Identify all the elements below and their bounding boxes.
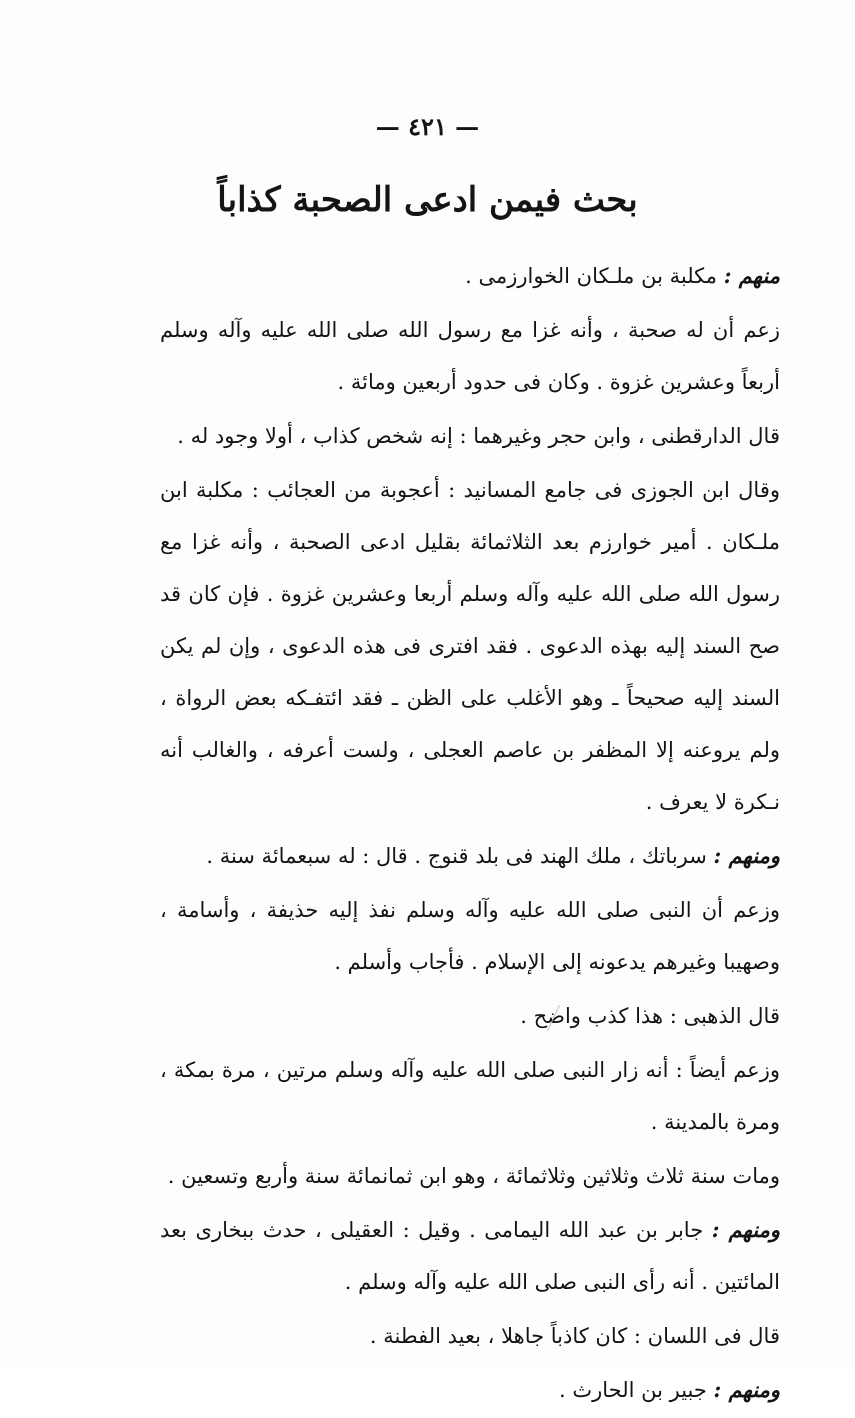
page-title: بحث فيمن ادعى الصحبة كذاباً [217, 180, 638, 220]
paragraph-lead: ومنهم : [711, 1217, 780, 1242]
paragraph [160, 250, 810, 302]
paragraph-text: جبير بن الحارث . [559, 1378, 714, 1402]
paragraph-lead: منهم : [723, 263, 780, 288]
paragraph-text: وقال ابن الجوزى فى جامع المسانيد : أعجوبة من العجائب : مكلبة ابن ملـكان . أمير خوارزم بعد الثلاثمائة بقليل ادعى الصحبة ، وأنه غزا مع رسول الله صلى الله عليه وآله وسلم أربعا وعشرين غزوة . فإن كان قد صح السند إليه بهذه الدعوى . فقد افترى فى هذه الدعوى ، وإن لم يكن السند إليه صحيحاً ـ وهو الأغلب على الظن ـ فقد ائتفـكه بعض الرواة ، ولم يروعنه إلا المظفر بن عاصم العجلى ، ولست أعرفه ، والغالب أنه نـكرة لا يعرف . [160, 478, 780, 814]
paragraph-text: جابر بن عبد الله اليمامى . وقيل : العقيلى ، حدث ببخارى بعد المائتين . أنه رأى النبى صلى الله عليه وآله وسلم . [160, 1218, 780, 1294]
paragraph-text: قال الدارقطنى ، وابن حجر وغيرهما : إنه شخص كذاب ، أولا وجود له . [177, 424, 780, 448]
paragraph [160, 1204, 810, 1308]
paragraph-text: وزعم أن النبى صلى الله عليه وآله وسلم نفذ إليه حذيفة ، وأسامة ، وصهيبا وغيرهم يدعونه إلى الإسلام . فأجاب وأسلم . [160, 898, 780, 974]
paragraph-text: سرباتك ، ملك الهند فى بلد قنوج . قال : له سبعمائة سنة . [206, 844, 714, 868]
paragraph [160, 830, 810, 882]
paragraph [160, 990, 810, 1042]
paragraph [160, 1364, 810, 1416]
paragraph [160, 884, 810, 988]
paragraph [160, 304, 810, 408]
paragraph [160, 464, 810, 828]
page-number: — ٤٢١ — [375, 112, 480, 141]
paragraph-text: ومات سنة ثلاث وثلاثين وثلاثمائة ، وهو ابن ثمانمائة سنة وأربع وتسعين . [167, 1164, 780, 1188]
paragraph-lead: ومنهم : [713, 1377, 780, 1402]
paragraph-lead: ومنهم : [713, 843, 780, 868]
paragraph [160, 410, 810, 462]
paragraph-text: قال فى اللسان : كان كاذباً جاهلا ، بعيد الفطنة . [369, 1324, 780, 1348]
paragraph-text: وزعم أيضاً : أنه زار النبى صلى الله عليه وآله وسلم مرتين ، مرة بمكة ، ومرة بالمدينة . [160, 1058, 780, 1134]
paragraph [160, 1044, 810, 1148]
body-text [160, 250, 810, 1418]
paragraph-text: قال الذهبى : هذا كذب واضح . [520, 1004, 780, 1028]
paragraph-text: زعم أن له صحبة ، وأنه غزا مع رسول الله صلى الله عليه وآله وسلم أربعاً وعشرين غزوة . وكان فى حدود أربعين ومائة . [160, 318, 780, 394]
paragraph-text: مكلبة بن ملـكان الخوارزمى . [465, 264, 724, 288]
paragraph [160, 1310, 810, 1362]
paragraph [160, 1150, 810, 1202]
